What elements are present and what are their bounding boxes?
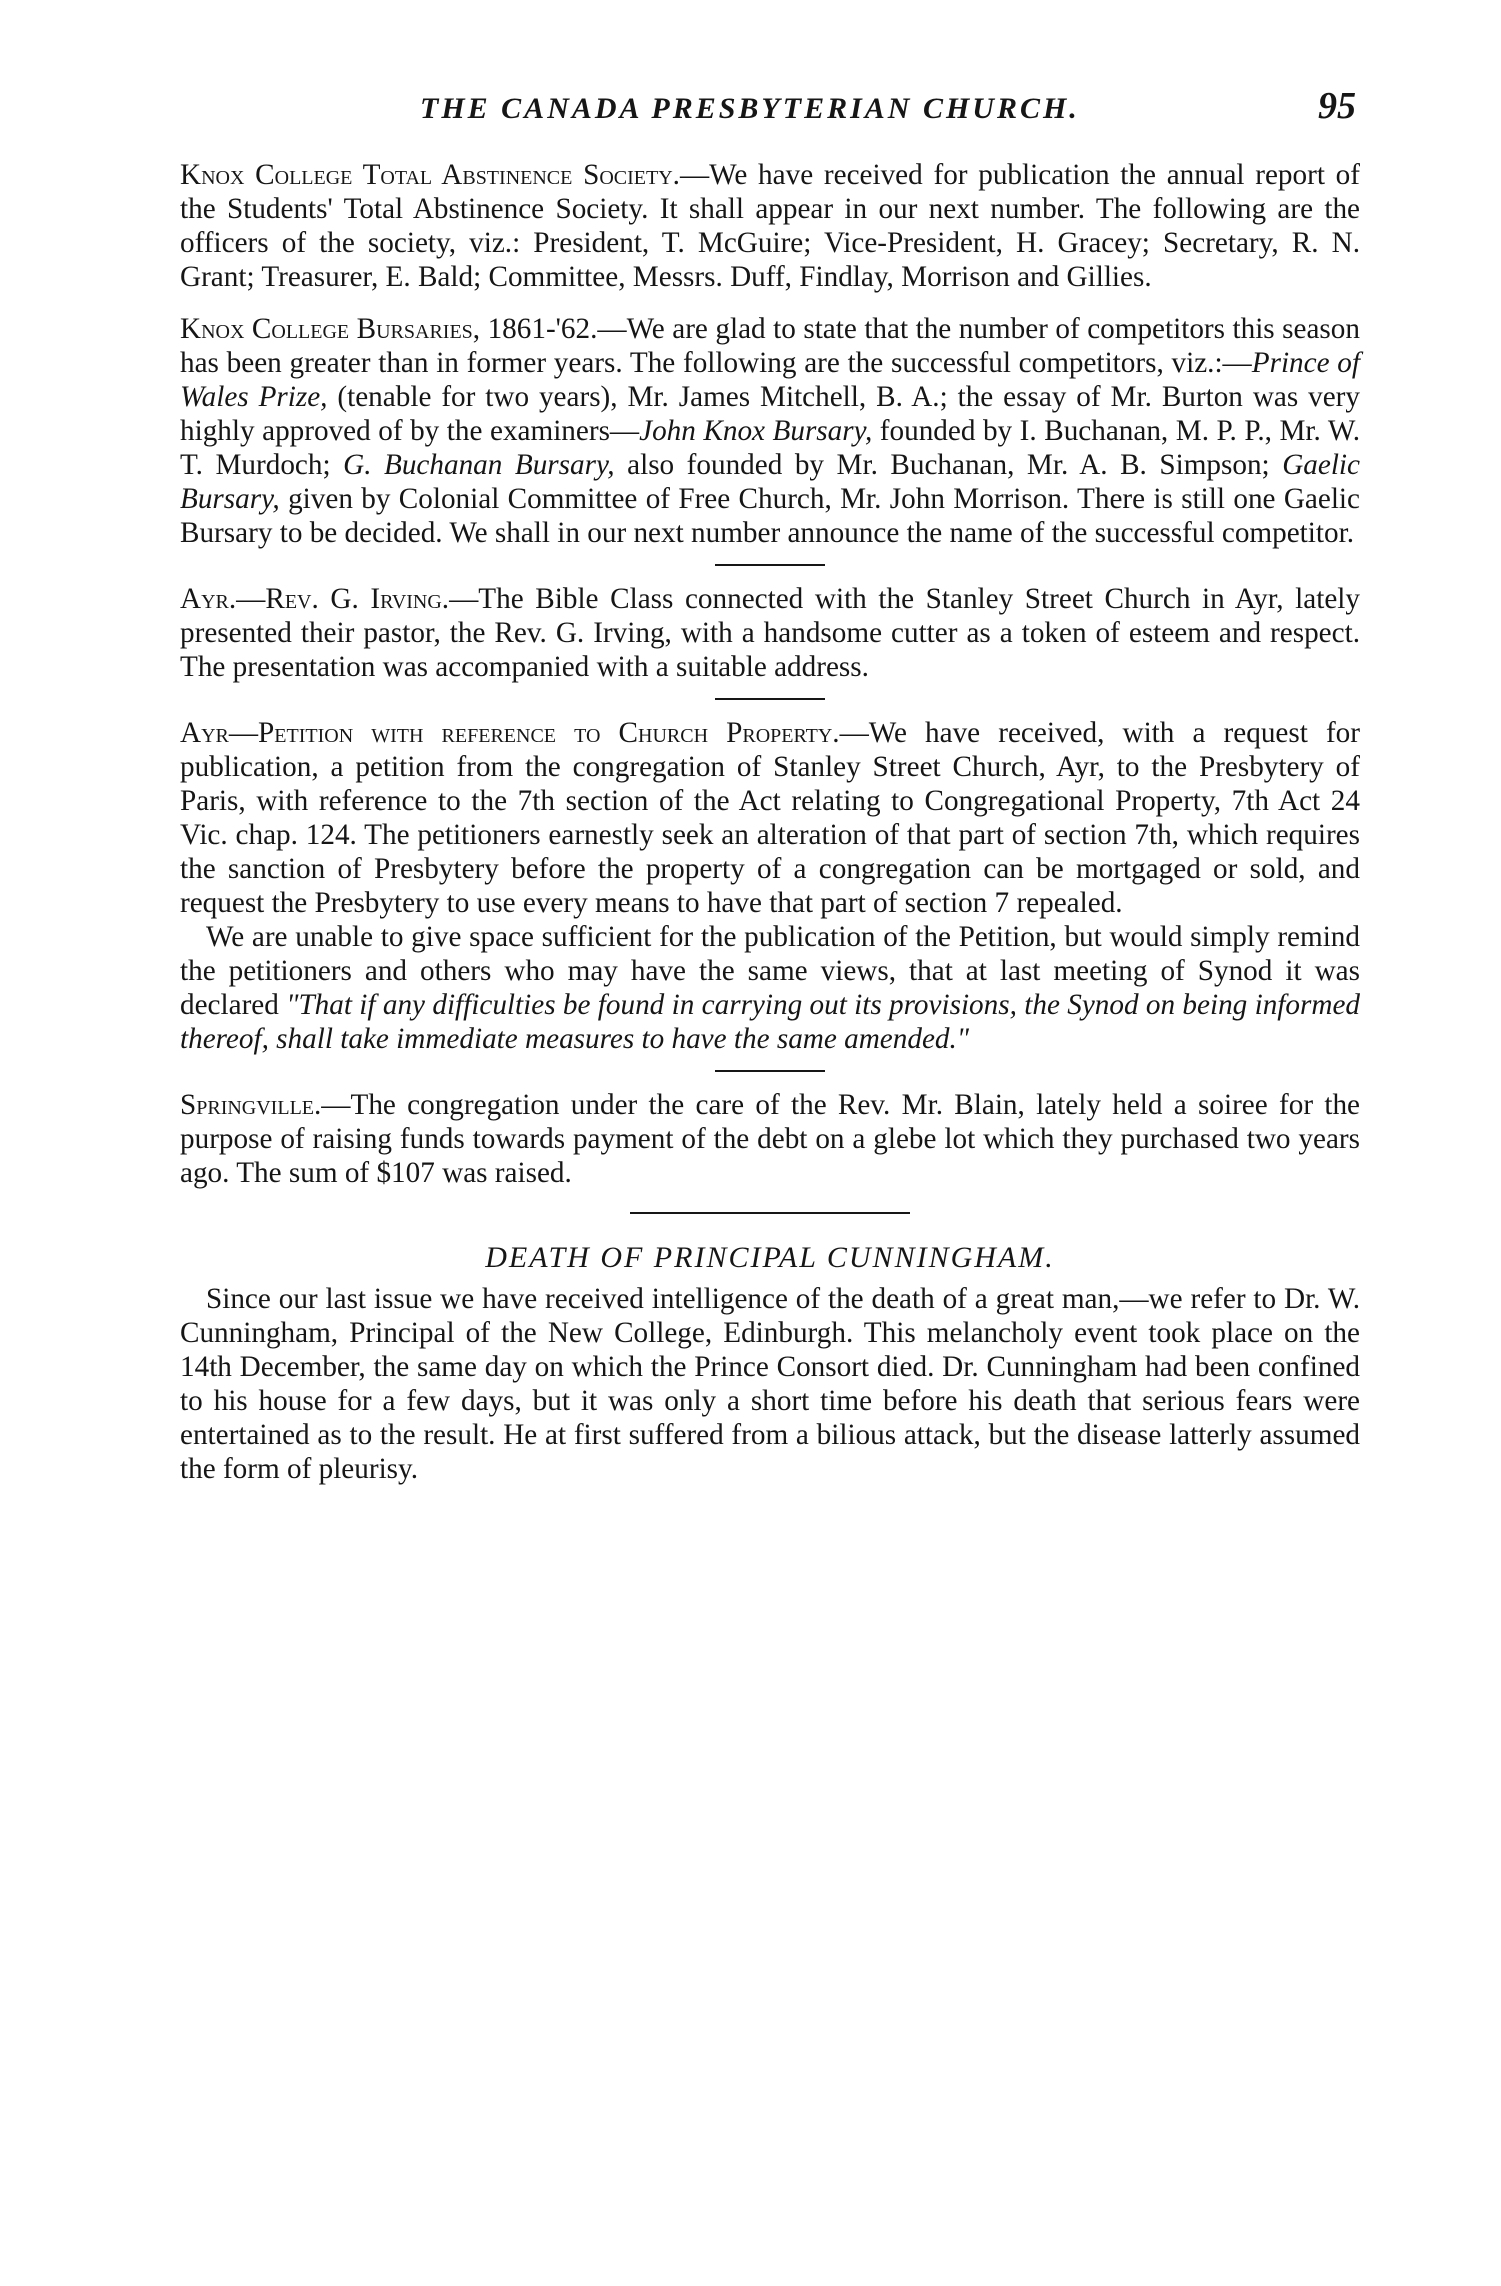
paragraph-text: —The congregation under the care of the Rev. Mr. Blain, lately held a soiree for the purpose of raising funds towards payment of the debt on a glebe lot which they purchased two years ago. The sum of $107 was raised. — [180, 1089, 1360, 1189]
prize-name: Gaelic Bursary, — [180, 449, 1360, 515]
section-heading: Knox College Total Abstinence Society. — [180, 159, 680, 191]
paragraph-ayr-petition — [180, 716, 1360, 920]
paragraph-springville — [180, 1088, 1360, 1190]
paragraph-text: We are unable to give space sufficient for the publication of the Petition, but would simply remind the petitioners and others who may have the same views, that at last meeting of Synod it was declared — [180, 921, 1360, 1021]
section-divider — [715, 564, 825, 566]
paragraph-text: —We have received, with a request for publication, a petition from the congregation of Stanley Street Church, Ayr, to the Presbytery of Paris, with reference to the 7th section of the Act relating to Congregational Property, 7th Act 24 Vic. chap. 124. The petitioners earnestly seek an alteration of that part of section 7th, which requires the sanction of Presbytery before the property of a congregation can be mortgaged or sold, and request the Presbytery to use every means to have that part of section 7 repealed. — [180, 717, 1360, 919]
paragraph-petition-note — [180, 920, 1360, 1056]
running-title: THE CANADA PRESBYTERIAN CHURCH. — [420, 92, 1080, 125]
paragraph-text: (tenable for two years), Mr. James Mitchell, B. A.; the essay of Mr. Burton was very highly approved of by the examiners— — [180, 381, 1360, 447]
paragraph-death: Since our last issue we have received intelligence of the death of a great man,—we refer to Dr. W. Cunningham, Principal of the New College, Edinburgh. This melancholy event took place on the 14th December, the same day on which the Prince Consort died. Dr. Cunningham had been confined to his house for a few days, but it was only a short time before his death that serious fears were entertained as to the result. He at first suffered from a bilious attack, but the disease latterly assumed the form of pleurisy. — [180, 1283, 1360, 1485]
article-divider — [630, 1212, 910, 1214]
prize-name: G. Buchanan Bursary, — [343, 449, 615, 481]
paragraph-text: founded by I. Buchanan, M. P. P., Mr. W. T. Murdoch; — [180, 415, 1360, 481]
section-heading: Ayr.—Rev. G. Irving. — [180, 583, 450, 615]
section-heading: Ayr—Petition with reference to Church Property. — [180, 717, 840, 749]
article-title: DEATH OF PRINCIPAL CUNNINGHAM. — [485, 1241, 1055, 1274]
section-heading: Springville. — [180, 1089, 322, 1121]
paragraph-text: —We have received for publication the annual report of the Students' Total Abstinence Society. It shall appear in our next number. The following are the officers of the society, viz.: President, T. McGuire; Vice-President, H. Gracey; Secretary, R. N. Grant; Treasurer, E. Bald; Committee, Messrs. Duff, Findlay, Morrison and Gillies. — [180, 159, 1360, 293]
section-divider — [715, 698, 825, 700]
paragraph-text: —The Bible Class connected with the Stanley Street Church in Ayr, lately presented their pastor, the Rev. G. Irving, with a handsome cutter as a token of esteem and respect. The presentation was accompanied with a suitable address. — [180, 583, 1360, 683]
paragraph-knox-abstinence — [180, 158, 1360, 294]
paragraph-text: also founded by Mr. Buchanan, Mr. A. B. Simpson; — [614, 449, 1283, 481]
paragraph-knox-bursaries — [180, 312, 1360, 550]
paragraph-text: given by Colonial Committee of Free Church, Mr. John Morrison. There is still one Gaelic Bursary to be decided. We shall in our next number announce the name of the successful competitor. — [180, 483, 1360, 549]
prize-name: Prince of Wales Prize, — [180, 347, 1360, 413]
body-text — [180, 158, 1360, 1486]
prize-name: John Knox Bursary, — [639, 415, 873, 447]
paragraph-ayr-irving — [180, 582, 1360, 684]
section-divider — [715, 1070, 825, 1072]
paragraph-text: 1861-'62.—We are glad to state that the number of competitors this season has been greater than in former years. The following are the successful competitors, viz.:— — [180, 313, 1360, 379]
page-number: 95 — [1318, 85, 1356, 127]
synod-quote: "That if any difficulties be found in carrying out its provisions, the Synod on being informed thereof, shall take immediate measures to have the same amended." — [180, 989, 1360, 1055]
section-heading: Knox College Bursaries, — [180, 313, 481, 345]
